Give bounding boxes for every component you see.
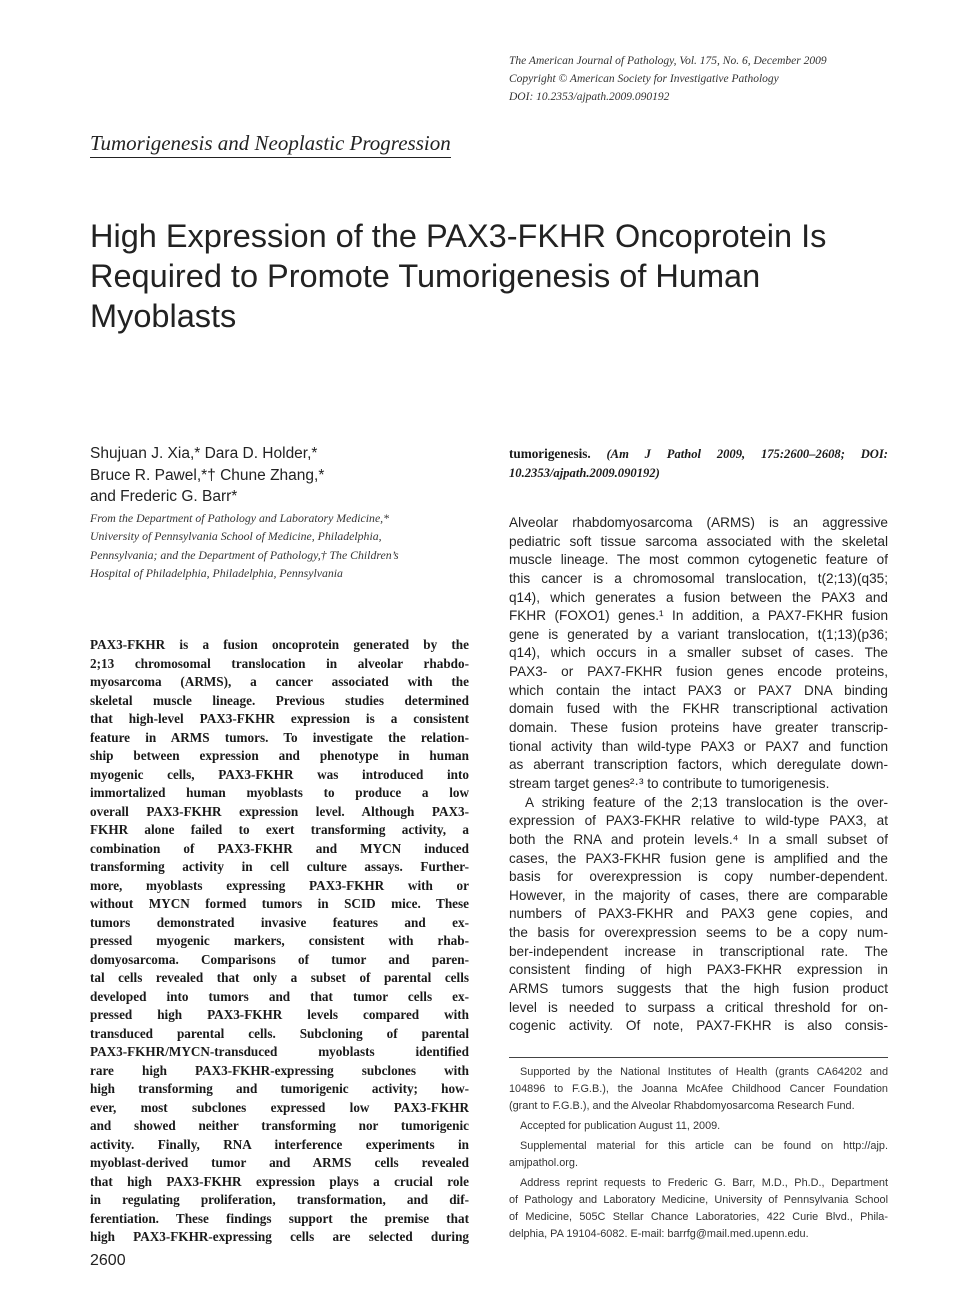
body-line: q14), which occurs in a smaller subset of cases. The [509,645,888,661]
body-line: the basis for overexpression seems to be a copy num- [509,925,888,941]
footnotes [509,1064,888,1243]
citation-block [509,444,888,483]
abstract-line: transduced parental cells. Subcloning of parental [90,1025,469,1041]
abstract-line: myoblast-derived tumor and ARMS cells revealed [90,1155,469,1170]
body-line: However, in the majority of cases, there are comparable [509,887,888,903]
abstract-line: developed into tumors and that tumor cells ex- [90,988,469,1004]
abstract-line: ever, most subclones expressed low PAX3-FKHR [90,1099,469,1115]
page-number: 2600 [90,1252,126,1269]
journal-citation: The American Journal of Pathology, Vol. 175, No. 6, December 2009 [509,55,827,67]
section-heading: Tumorigenesis and Neoplastic Progression [90,131,451,158]
abstract-line: 2;13 chromosomal translocation in alveolar rhabdo- [90,655,469,671]
body-line: FKHR (FOXO1) genes.¹ In addition, a PAX7-FKHR fusion [509,608,888,624]
title-line: High Expression of the PAX3-FKHR Oncoprotein Is [90,218,827,254]
body-line: this cancer is a chromosomal translocation, t(2;13)(q35; [509,570,888,586]
abstract [90,636,469,1247]
affiliation-line: From the Department of Pathology and Laboratory Medicine,* [90,511,390,525]
body-line: expression of PAX3-FKHR relative to wild-type PAX3, at [509,813,888,829]
body-line: stream target genes²·³ to contribute to tumorigenesis. [509,775,830,791]
abstract-line: feature in ARMS tumors. To investigate the relation- [90,729,469,745]
abstract-last-word: tumorigenesis. [509,446,591,461]
article-title [90,216,890,336]
body-line: domain fused with the FKHR transcriptional activation [509,701,888,717]
abstract-line: pressed myogenic markers, consistent with rhab- [90,933,469,948]
abstract-line: immortalized human myoblasts to produce a low [90,785,469,800]
abstract-line: high PAX3-FKHR-expressing cells are selected during [90,1229,469,1244]
supplemental-note: Supplemental material for this article can be found on http://ajp. [520,1140,888,1152]
body-line: which contain the intact PAX3 or PAX7 DNA binding [509,682,888,698]
accepted-date: Accepted for publication August 11, 2009. [520,1120,721,1132]
abstract-line: ship between expression and phenotype in human [90,748,469,763]
abstract-line: combination of PAX3-FKHR and MYCN induced [90,840,469,856]
supplemental-note: amjpathol.org. [509,1157,579,1169]
funding-note: 104896 to F.G.B.), the Joanna McAfee Childhood Cancer Foundation [509,1083,888,1095]
doi-line: DOI: 10.2353/ajpath.2009.090192 [509,91,670,103]
introduction-text [509,514,888,1036]
reprint-address: delphia, PA 19104-6082. E-mail: barrfg@mail.med.upenn.edu. [509,1228,809,1240]
abstract-line: pressed high PAX3-FKHR levels compared with [90,1007,469,1022]
body-line: numbers of PAX3-FKHR and PAX3 gene copies, and [509,906,888,922]
abstract-line: transforming activity in cell culture assays. Further- [90,859,469,874]
abstract-line: rare high PAX3-FKHR-expressing subclones with [90,1062,469,1078]
body-line: ARMS tumors suggests that the high fusion product [509,981,888,997]
body-line: both the RNA and protein levels.⁴ In a small subset of [509,831,888,847]
title-line: Myoblasts [90,298,237,334]
affiliation-line: University of Pennsylvania School of Medicine, Philadelphia, [90,529,382,544]
citation-reference: (Am J Pathol 2009, 175:2600–2608; DOI: [606,447,888,461]
abstract-line: FKHR alone failed to exert transforming activity, a [90,822,469,837]
affiliation-line: Hospital of Philadelphia, Philadelphia, Pennsylvania [90,566,343,581]
body-line: level is needed to surpass a critical threshold for on- [509,999,888,1015]
body-line: as aberrant transcription factors, which deregulate down- [509,757,888,773]
author-line: Shujuan J. Xia,* Dara D. Holder,* [90,445,318,462]
author-line: Bruce R. Pawel,*† Chune Zhang,* [90,466,325,484]
reprint-address: of Pathology and Laboratory Medicine, University of Pennsylvania School [509,1194,888,1206]
body-line: gene is generated by a variant translocation, t(1;13)(p36; [509,626,888,642]
body-line: q14), which generates a fusion between the PAX3 and [509,589,888,605]
abstract-line: PAX3-FKHR/MYCN-transduced myoblasts identified [90,1044,469,1059]
copyright-line: Copyright © American Society for Investigative Pathology [509,73,779,85]
body-line: consistent finding of high PAX3-FKHR expression in [509,962,888,978]
body-line: basis for overexpression is copy number-dependent. [509,869,888,885]
affiliation-line: Pennsylvania; and the Department of Pathology,† The Children’s [90,547,399,562]
abstract-line: tumors demonstrated invasive features and ex- [90,914,469,930]
abstract-line: ferentiation. These findings support the premise that [90,1210,469,1226]
reprint-address: Address reprint requests to Frederic G. Barr, M.D., Ph.D., Department [520,1177,888,1189]
body-line: domain. These fusion proteins have greater transcrip- [509,720,888,736]
abstract-line: myosarcoma (ARMS), a cancer associated with the [90,674,469,689]
abstract-line: skeletal muscle lineage. Previous studies determined [90,692,469,708]
abstract-line: tal cells revealed that only a subset of parental cells [90,970,469,985]
body-line: PAX3- or PAX7-FKHR fusion genes encode proteins, [509,664,888,680]
abstract-line: domyosarcoma. Comparisons of tumor and paren- [90,951,469,967]
body-line: cogenic activity. Of note, PAX7-FKHR is also consis- [509,1018,888,1034]
journal-header [509,52,909,106]
author-list [90,443,480,508]
abstract-line: that high PAX3-FKHR expression plays a crucial role [90,1173,469,1189]
body-line: Alveolar rhabdomyosarcoma (ARMS) is an aggressive [509,515,888,530]
body-line: A striking feature of the 2;13 translocation is the over- [525,794,888,810]
abstract-line: without MYCN formed tumors in SCID mice. These [90,896,469,911]
abstract-line: high transforming and tumorigenic activity; how- [90,1081,469,1096]
abstract-line: overall PAX3-FKHR expression level. Although PAX3- [90,803,469,819]
reprint-address: of Medicine, 505C Stellar Chance Laboratories, 422 Curie Blvd., Phila- [509,1211,888,1223]
body-line: cases, the PAX3-FKHR fusion gene is amplified and the [509,850,888,866]
abstract-line: PAX3-FKHR is a fusion oncoprotein generated by the [90,637,469,652]
body-line: ber-independent increase in transcriptional rate. The [509,943,888,959]
funding-note: Supported by the National Institutes of Health (grants CA64202 and [520,1066,888,1078]
abstract-line: activity. Finally, RNA interference experiments in [90,1136,469,1152]
affiliation [90,509,475,583]
author-line: and Frederic G. Barr* [90,488,238,505]
abstract-line: in regulating proliferation, transformation, and dif- [90,1192,469,1207]
abstract-line: myogenic cells, PAX3-FKHR was introduced into [90,766,469,782]
abstract-line: more, myoblasts expressing PAX3-FKHR with or [90,877,469,893]
funding-note: (grant to F.G.B.), and the Alveolar Rhabdomyosarcoma Research Fund. [509,1100,855,1112]
body-line: muscle lineage. The most common cytogenetic feature of [509,552,888,568]
title-line: Required to Promote Tumorigenesis of Human [90,258,761,294]
body-line: pediatric soft tissue sarcoma associated with the skeletal [509,533,888,549]
body-line: tional activity than wild-type PAX3 or PAX7 and function [509,738,888,754]
abstract-line: that high-level PAX3-FKHR expression is a consistent [90,711,469,726]
citation-doi: 10.2353/ajpath.2009.090192) [509,466,660,480]
abstract-line: and showed neither transforming nor tumorigenic [90,1118,469,1133]
footnote-divider [509,1057,888,1058]
